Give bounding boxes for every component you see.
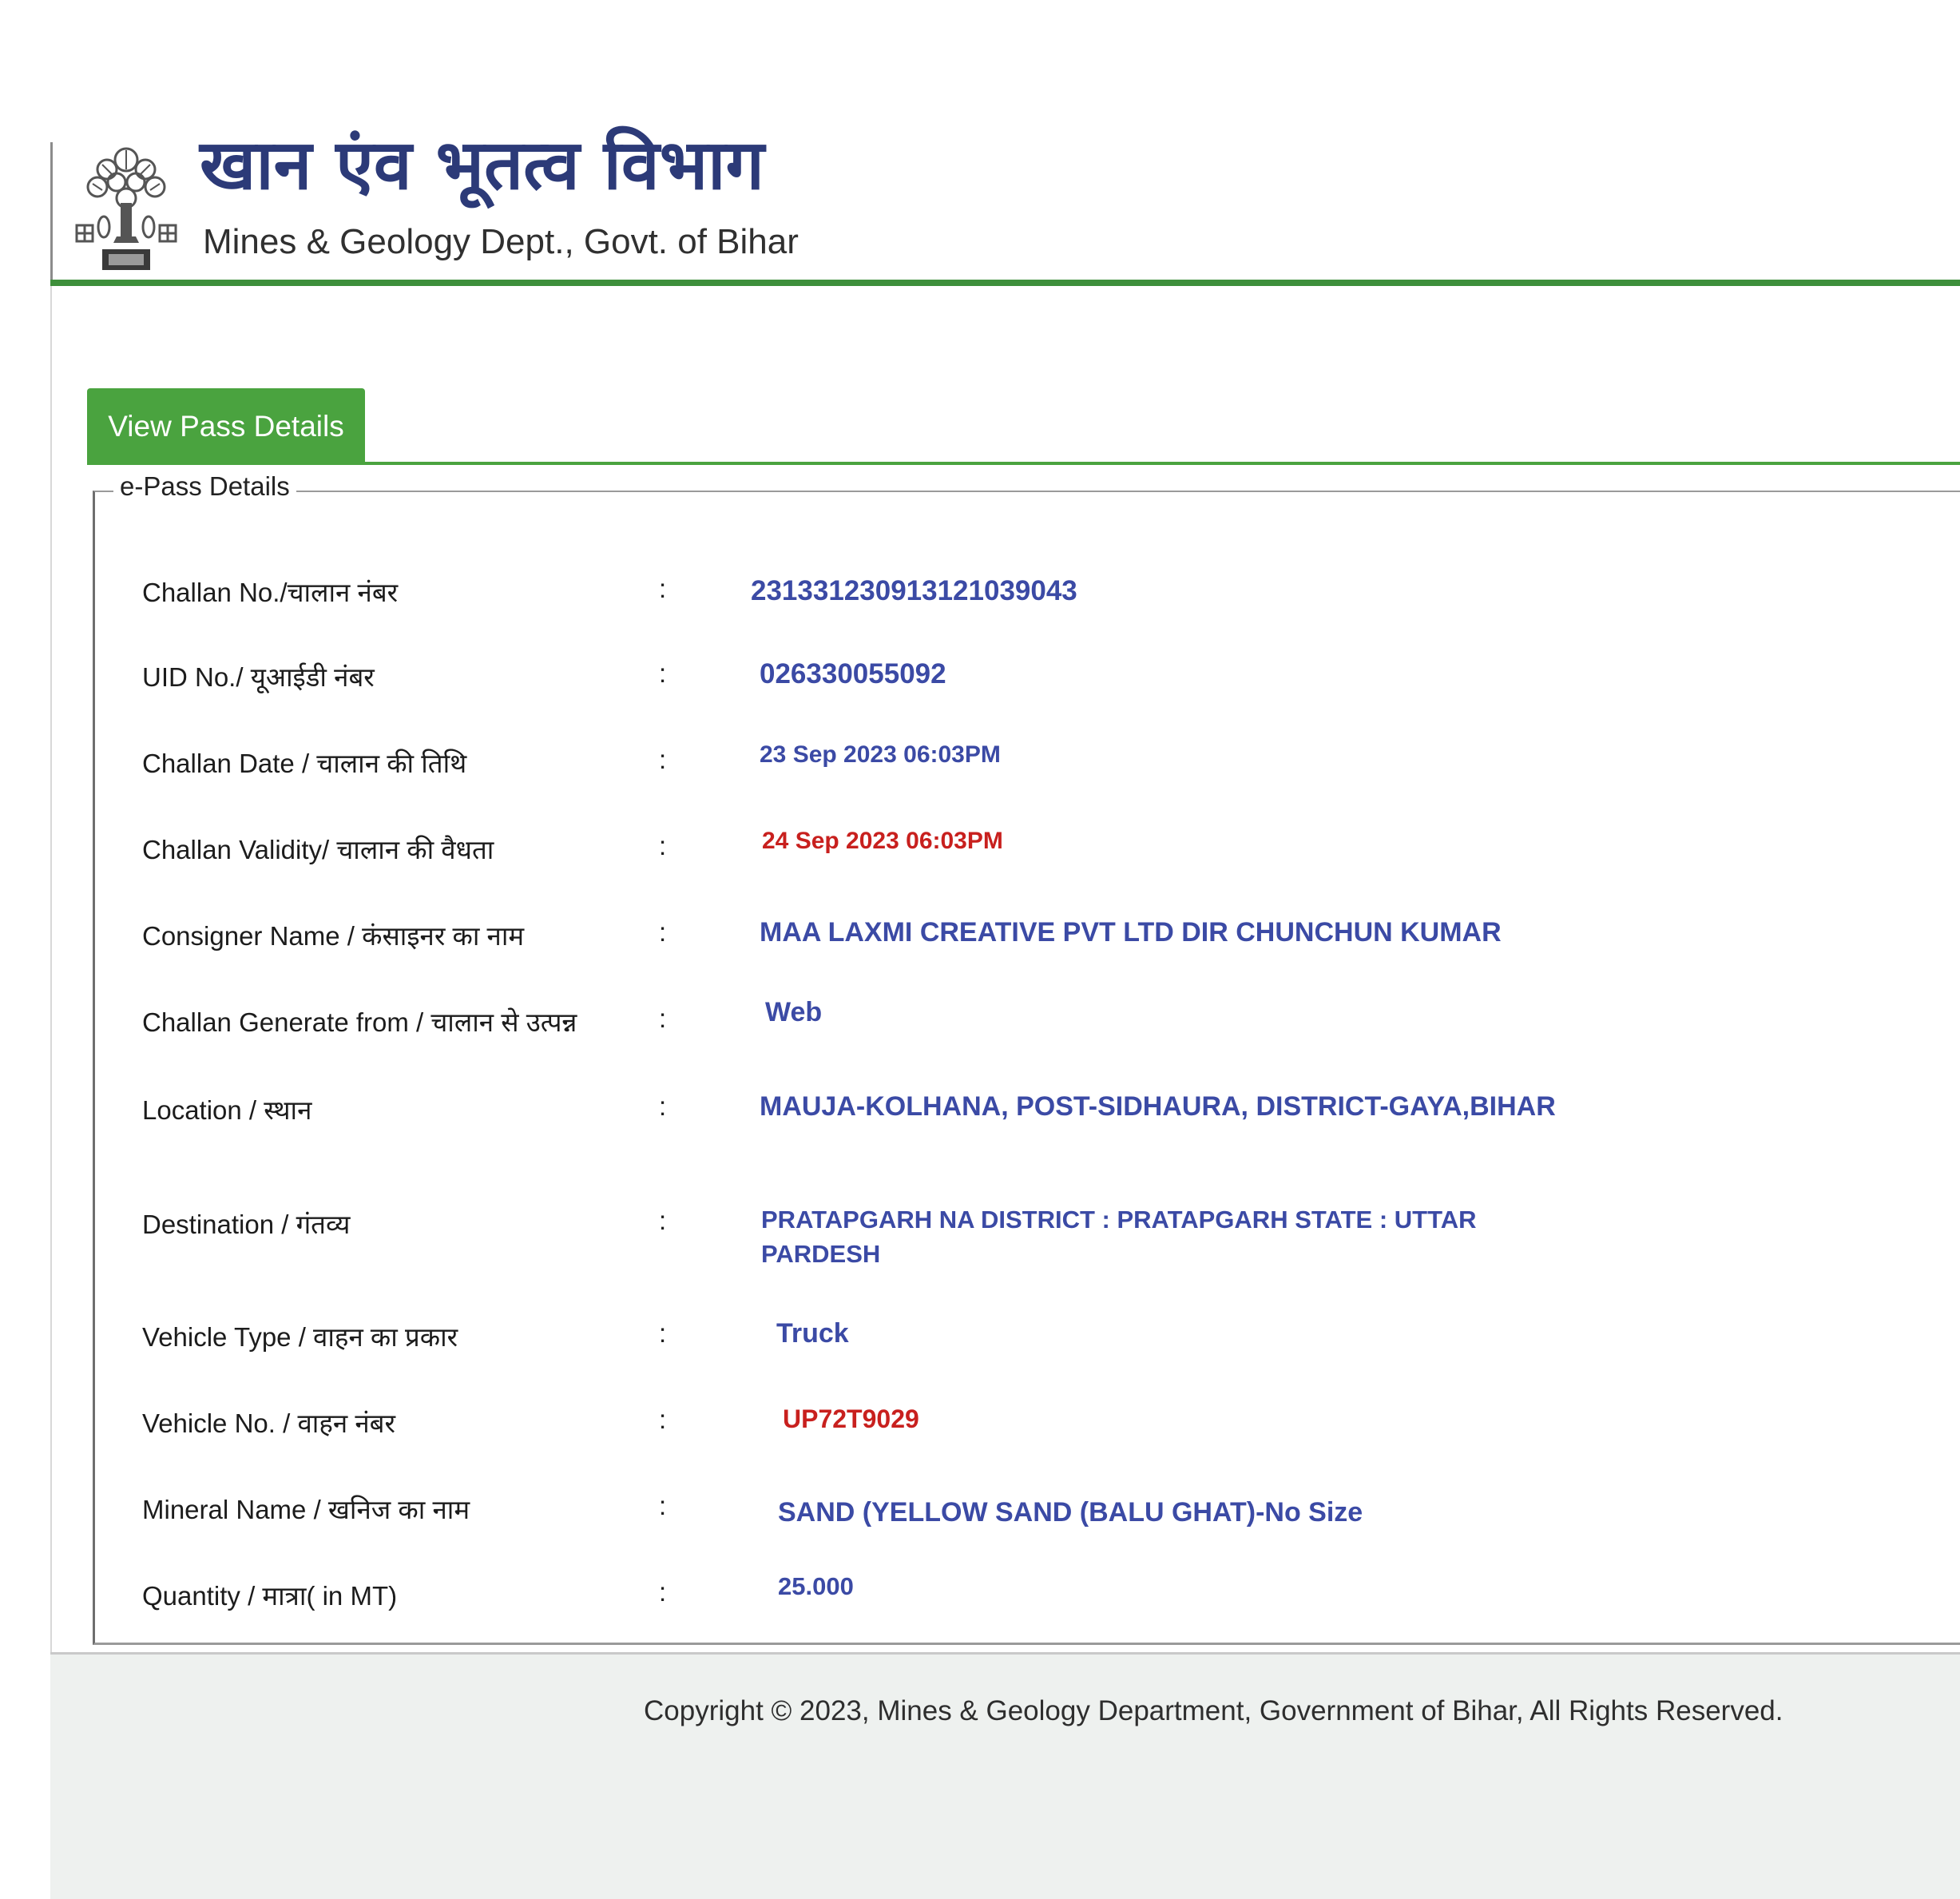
row-vehicle-no <box>142 1404 1660 1452</box>
destination-value-line1: PRATAPGARH NA DISTRICT : PRATAPGARH STATE : UTTAR <box>761 1206 1477 1234</box>
separator: : <box>659 745 667 774</box>
row-mineral-name <box>142 1491 1660 1539</box>
row-uid-no <box>142 658 1660 706</box>
row-consigner-name <box>142 917 1660 965</box>
field-label: Consigner Name / कंसाइनर का नाम <box>142 921 525 951</box>
row-quantity <box>142 1572 1660 1625</box>
copyright-text: Copyright © 2023, Mines & Geology Department, Government of Bihar, All Rights Reserved. <box>644 1695 1783 1726</box>
separator: : <box>659 1206 667 1235</box>
vehicle-no-value: UP72T9029 <box>783 1404 919 1433</box>
row-destination <box>142 1206 1660 1285</box>
destination-value-line2: PARDESH <box>761 1240 881 1268</box>
department-title-hindi: खान एंव भूतत्व विभाग <box>200 125 764 205</box>
separator: : <box>659 1003 667 1033</box>
row-challan-no <box>142 574 1660 622</box>
field-label: Vehicle Type / वाहन का प्रकार <box>142 1322 458 1352</box>
challan-validity-value: 24 Sep 2023 06:03PM <box>762 828 1003 854</box>
uid-no-value: 026330055092 <box>760 658 946 689</box>
field-label: Challan No./चालान नंबर <box>142 578 399 607</box>
header-left-rule <box>50 142 53 282</box>
separator: : <box>659 1318 667 1348</box>
location-value: MAUJA-KOLHANA, POST-SIDHAURA, DISTRICT-GAYA,BIHAR <box>760 1091 1556 1122</box>
separator: : <box>659 1577 667 1607</box>
field-label: Vehicle No. / वाहन नंबर <box>142 1408 395 1438</box>
separator: : <box>659 658 667 688</box>
separator: : <box>659 917 667 947</box>
quantity-value: 25.000 <box>778 1572 854 1600</box>
field-label: Mineral Name / खनिज का नाम <box>142 1495 470 1524</box>
field-label: UID No./ यूआईडी नंबर <box>142 662 375 692</box>
field-label: Challan Generate from / चालान से उत्पन्न <box>142 1007 577 1037</box>
bihar-emblem-icon <box>70 137 182 273</box>
separator: : <box>659 1404 667 1434</box>
row-challan-date <box>142 741 1660 793</box>
row-location <box>142 1091 1660 1139</box>
generate-from-value: Web <box>765 997 823 1027</box>
field-label: Location / स्थान <box>142 1095 312 1125</box>
challan-date-value: 23 Sep 2023 06:03PM <box>760 741 1001 768</box>
field-label: Challan Date / चालान की तिथि <box>142 749 467 778</box>
field-label: Challan Validity/ चालान की वैधता <box>142 835 494 864</box>
row-vehicle-type <box>142 1318 1660 1366</box>
header-divider <box>50 280 1960 286</box>
separator: : <box>659 1491 667 1520</box>
challan-no-value: 231331230913121039043 <box>751 575 1077 606</box>
consigner-name-value: MAA LAXMI CREATIVE PVT LTD DIR CHUNCHUN KUMAR <box>760 917 1502 948</box>
vehicle-type-value: Truck <box>776 1318 849 1349</box>
row-challan-validity <box>142 828 1660 879</box>
footer-area <box>50 1652 1960 1899</box>
separator: : <box>659 831 667 860</box>
tab-underline <box>87 462 1960 465</box>
tab-view-pass-details[interactable]: View Pass Details <box>87 388 365 465</box>
content-left-edge <box>50 286 52 1652</box>
separator: : <box>659 574 667 603</box>
row-challan-generate-from <box>142 997 1660 1051</box>
field-label: Quantity / मात्रा( in MT) <box>142 1581 398 1611</box>
epass-details-legend: e-Pass Details <box>113 471 296 502</box>
field-label: Destination / गंतव्य <box>142 1210 351 1239</box>
separator: : <box>659 1091 667 1121</box>
department-title-english: Mines & Geology Dept., Govt. of Bihar <box>203 222 799 261</box>
mineral-name-value: SAND (YELLOW SAND (BALU GHAT)-No Size <box>778 1497 1363 1528</box>
